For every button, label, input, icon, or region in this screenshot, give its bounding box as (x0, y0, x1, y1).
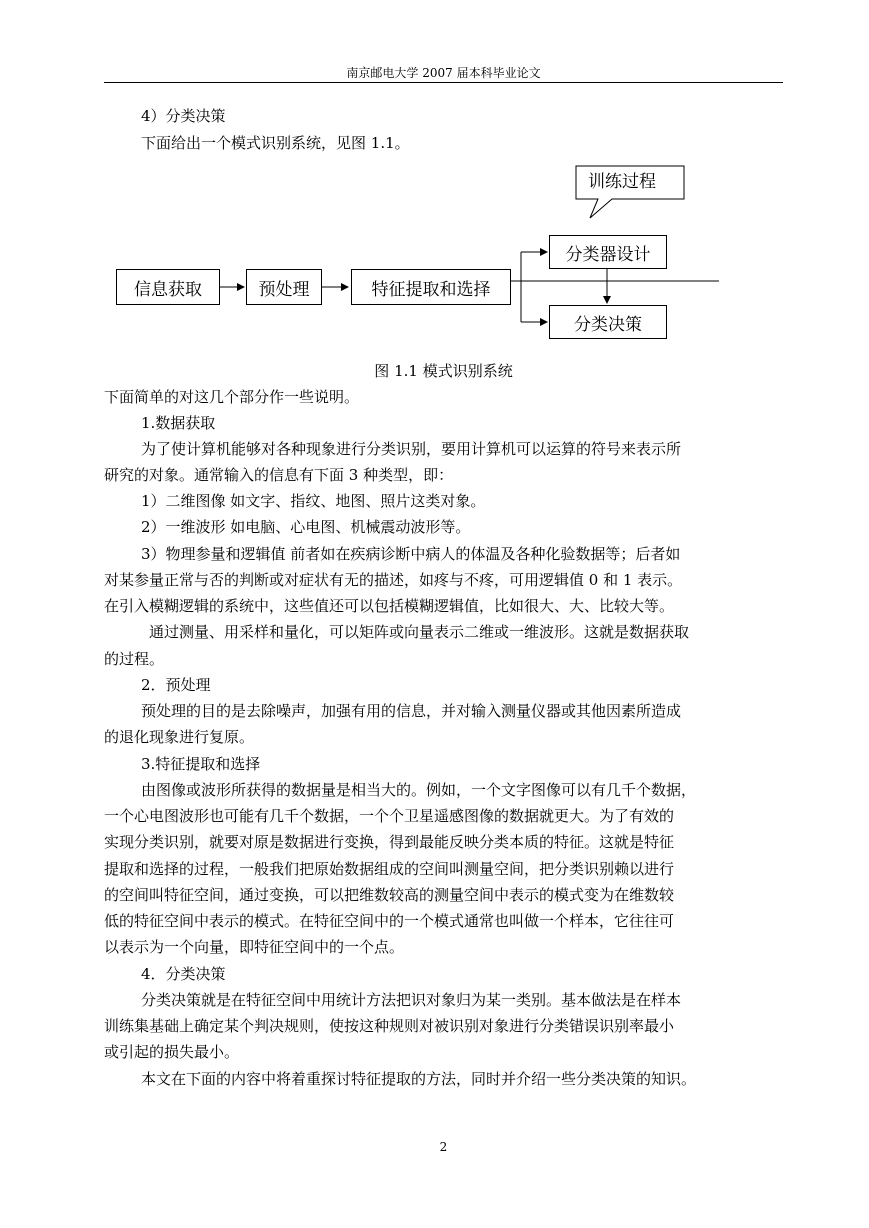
body-line: 2）一维波形 如电脑、心电图、机械震动波形等。 (141, 518, 471, 536)
intro-line-2: 下面给出一个模式识别系统，见图 1.1。 (141, 134, 410, 152)
body-line: 本文在下面的内容中将着重探讨特征提取的方法，同时并介绍一些分类决策的知识。 (141, 1070, 697, 1088)
body-line: 训练集基础上确定某个判决规则，使按这种规则对被识别对象进行分类错误识别率最小 (104, 1017, 675, 1035)
box-preprocess: 预处理 (246, 269, 322, 305)
running-header: 南京邮电大学 2007 届本科毕业论文 (346, 66, 541, 80)
body-line: 预处理的目的是去除噪声，加强有用的信息，并对输入测量仪器或其他因素所造成 (141, 702, 682, 720)
body-line: 研究的对象。通常输入的信息有下面 3 种类型，即： (104, 466, 454, 484)
page-number: 2 (439, 1140, 448, 1154)
body-line: 下面简单的对这几个部分作一些说明。 (104, 388, 360, 406)
body-line: 通过测量、用采样和量化，可以矩阵或向量表示二维或一维波形。这就是数据获取 (149, 623, 690, 641)
body-line: 以表示为一个向量，即特征空间中的一个点。 (104, 938, 405, 956)
figure-caption: 图 1.1 模式识别系统 (374, 362, 513, 380)
pattern-recognition-diagram (0, 0, 869, 360)
body-line: 提取和选择的过程，一般我们把原始数据组成的空间叫测量空间，把分类识别赖以进行 (104, 860, 675, 878)
box-feature: 特征提取和选择 (351, 269, 511, 305)
body-line: 在引入模糊逻辑的系统中，这些值还可以包括模糊逻辑值，比如很大、大、比较大等。 (104, 597, 675, 615)
body-line: 1）二维图像 如文字、指纹、地图、照片这类对象。 (141, 492, 486, 510)
section-heading: 3.特征提取和选择 (141, 755, 261, 773)
body-line: 一个心电图波形也可能有几千个数据，一个个卫星遥感图像的数据就更大。为了有效的 (104, 807, 675, 825)
box-decision: 分类决策 (549, 305, 667, 339)
body-line: 的过程。 (104, 650, 165, 668)
box-acquire: 信息获取 (116, 269, 220, 305)
callout-text: 训练过程 (588, 172, 656, 192)
body-line: 对某参量正常与否的判断或对症状有无的描述，如疼与不疼，可用逻辑值 0 和 1 表示。 (104, 571, 683, 589)
body-line: 或引起的损失最小。 (104, 1043, 240, 1061)
body-line: 的空间叫特征空间，通过变换，可以把维数较高的测量空间中表示的模式变为在维数较 (104, 886, 675, 904)
body-line: 实现分类识别，就要对原是数据进行变换，得到最能反映分类本质的特征。这就是特征 (104, 833, 675, 851)
section-heading: 2．预处理 (141, 676, 211, 694)
intro-line-1: 4）分类决策 (141, 107, 226, 125)
section-heading: 4．分类决策 (141, 965, 226, 983)
body-line: 为了使计算机能够对各种现象进行分类识别，要用计算机可以运算的符号来表示所 (141, 440, 682, 458)
body-line: 分类决策就是在特征空间中用统计方法把识对象归为某一类别。基本做法是在样本 (141, 991, 682, 1009)
body-line: 3）物理参量和逻辑值 前者如在疾病诊断中病人的体温及各种化验数据等；后者如 (141, 545, 681, 563)
body-line: 低的特征空间中表示的模式。在特征空间中的一个模式通常也叫做一个样本，它往往可 (104, 912, 675, 930)
section-heading: 1.数据获取 (141, 414, 216, 432)
body-line: 由图像或波形所获得的数据量是相当大的。例如，一个文字图像可以有几千个数据， (141, 781, 697, 799)
body-line: 的退化现象进行复原。 (104, 728, 255, 746)
box-classifier-design: 分类器设计 (549, 235, 667, 269)
